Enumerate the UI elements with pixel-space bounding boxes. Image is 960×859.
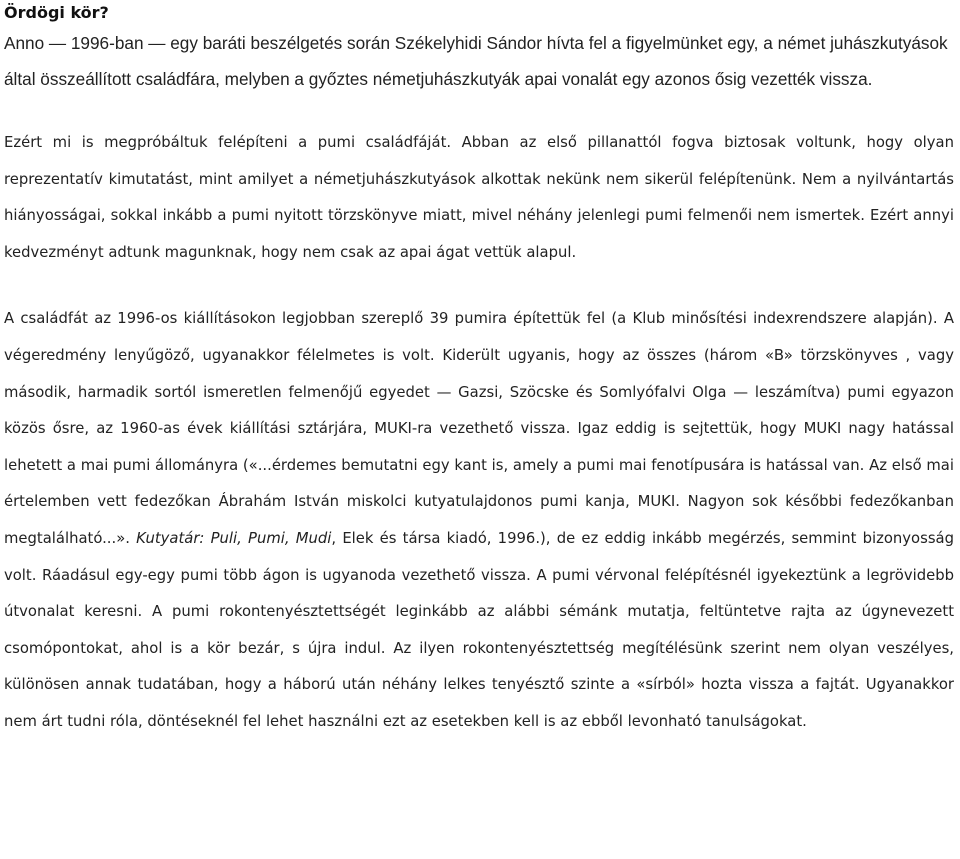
book-title: Kutyatár: Puli, Pumi, Mudi [136,529,332,547]
paragraph-intro: Anno — 1996-ban — egy baráti beszélgetés során Székelyhidi Sándor hívta fel a figyelmünket egy, a német juhászkutyások által összeállított családfára, melyben a győztes németjuhászkutyák apai vonalát egy azonos ősig vezették vissza. [4,33,948,89]
results-text-part2: , Elek és társa kiadó, 1996.), de ez eddig inkább megérzés, semmint bizonyosság volt. Ráadásul egy-egy pumi több ágon is ugyanoda vezethető vissza. A pumi vérvonal felépítésnél igyekeztünk a legrövidebb útvonalat keresni. A pumi rokontenyésztettségét leginkább az alábbi sémánk mutatja, feltüntetve rajta az úgynevezett csomópontokat, ahol is a kör bezár, s újra indul. Az ilyen rokontenyésztettség megítélésünk szerint nem olyan veszélyes, különösen annak tudatában, hogy a háború után néhány lelkes tenyésztő szinte a «sírból» hozta vissza a fajtát. Ugyanakkor nem árt tudni róla, döntéseknél fel lehet használni ezt az esetekben kell is az ebből levonható tanulságokat. [4,529,954,730]
paragraph-results [4,301,954,740]
results-text-part1: A családfát az 1996-os kiállításokon legjobban szereplő 39 pumira építettük fel (a Klub minősítési indexrendszere alapján). A végeredmény lenyűgöző, ugyanakkor félelmetes is volt. Kiderült ugyanis, hogy az összes (három «B» törzskönyves , vagy második, harmadik sortól ismeretlen felmenőjű egyedet — Gazsi, Szöcske és Somlyófalvi Olga — leszámítva) pumi egyazon közös ősre, az 1960-as évek kiállítási sztárjára, MUKI-ra vezethető vissza. Igaz eddig is sejtettük, hogy MUKI nagy hatással lehetett a mai pumi állományra («...érdemes bemutatni egy kant is, amely a pumi mai fenotípusára is hatással van. Az első mai értelemben vett fedezőkan Ábrahám István miskolci kutyatulajdonos pumi kanja, MUKI. Nagyon sok későbbi fedezőkanban megtalálható...». [4,310,954,547]
article-title: Ördögi kör? [4,3,109,22]
article [4,0,954,741]
paragraph-family-tree-attempt: Ezért mi is megpróbáltuk felépíteni a pumi családfáját. Abban az első pillanattól fogva biztosak voltunk, hogy olyan reprezentatív kimutatást, mint amilyet a németjuhászkutyások alkottak nekünk nem sikerül felépítenünk. Nem a nyilvántartás hiányosságai, sokkal inkább a pumi nyitott törzskönyve miatt, mivel néhány jelenlegi pumi felmenői nem ismertek. Ezért annyi kedvezményt adtunk magunknak, hogy nem csak az apai ágat vettük alapul. [4,134,954,261]
